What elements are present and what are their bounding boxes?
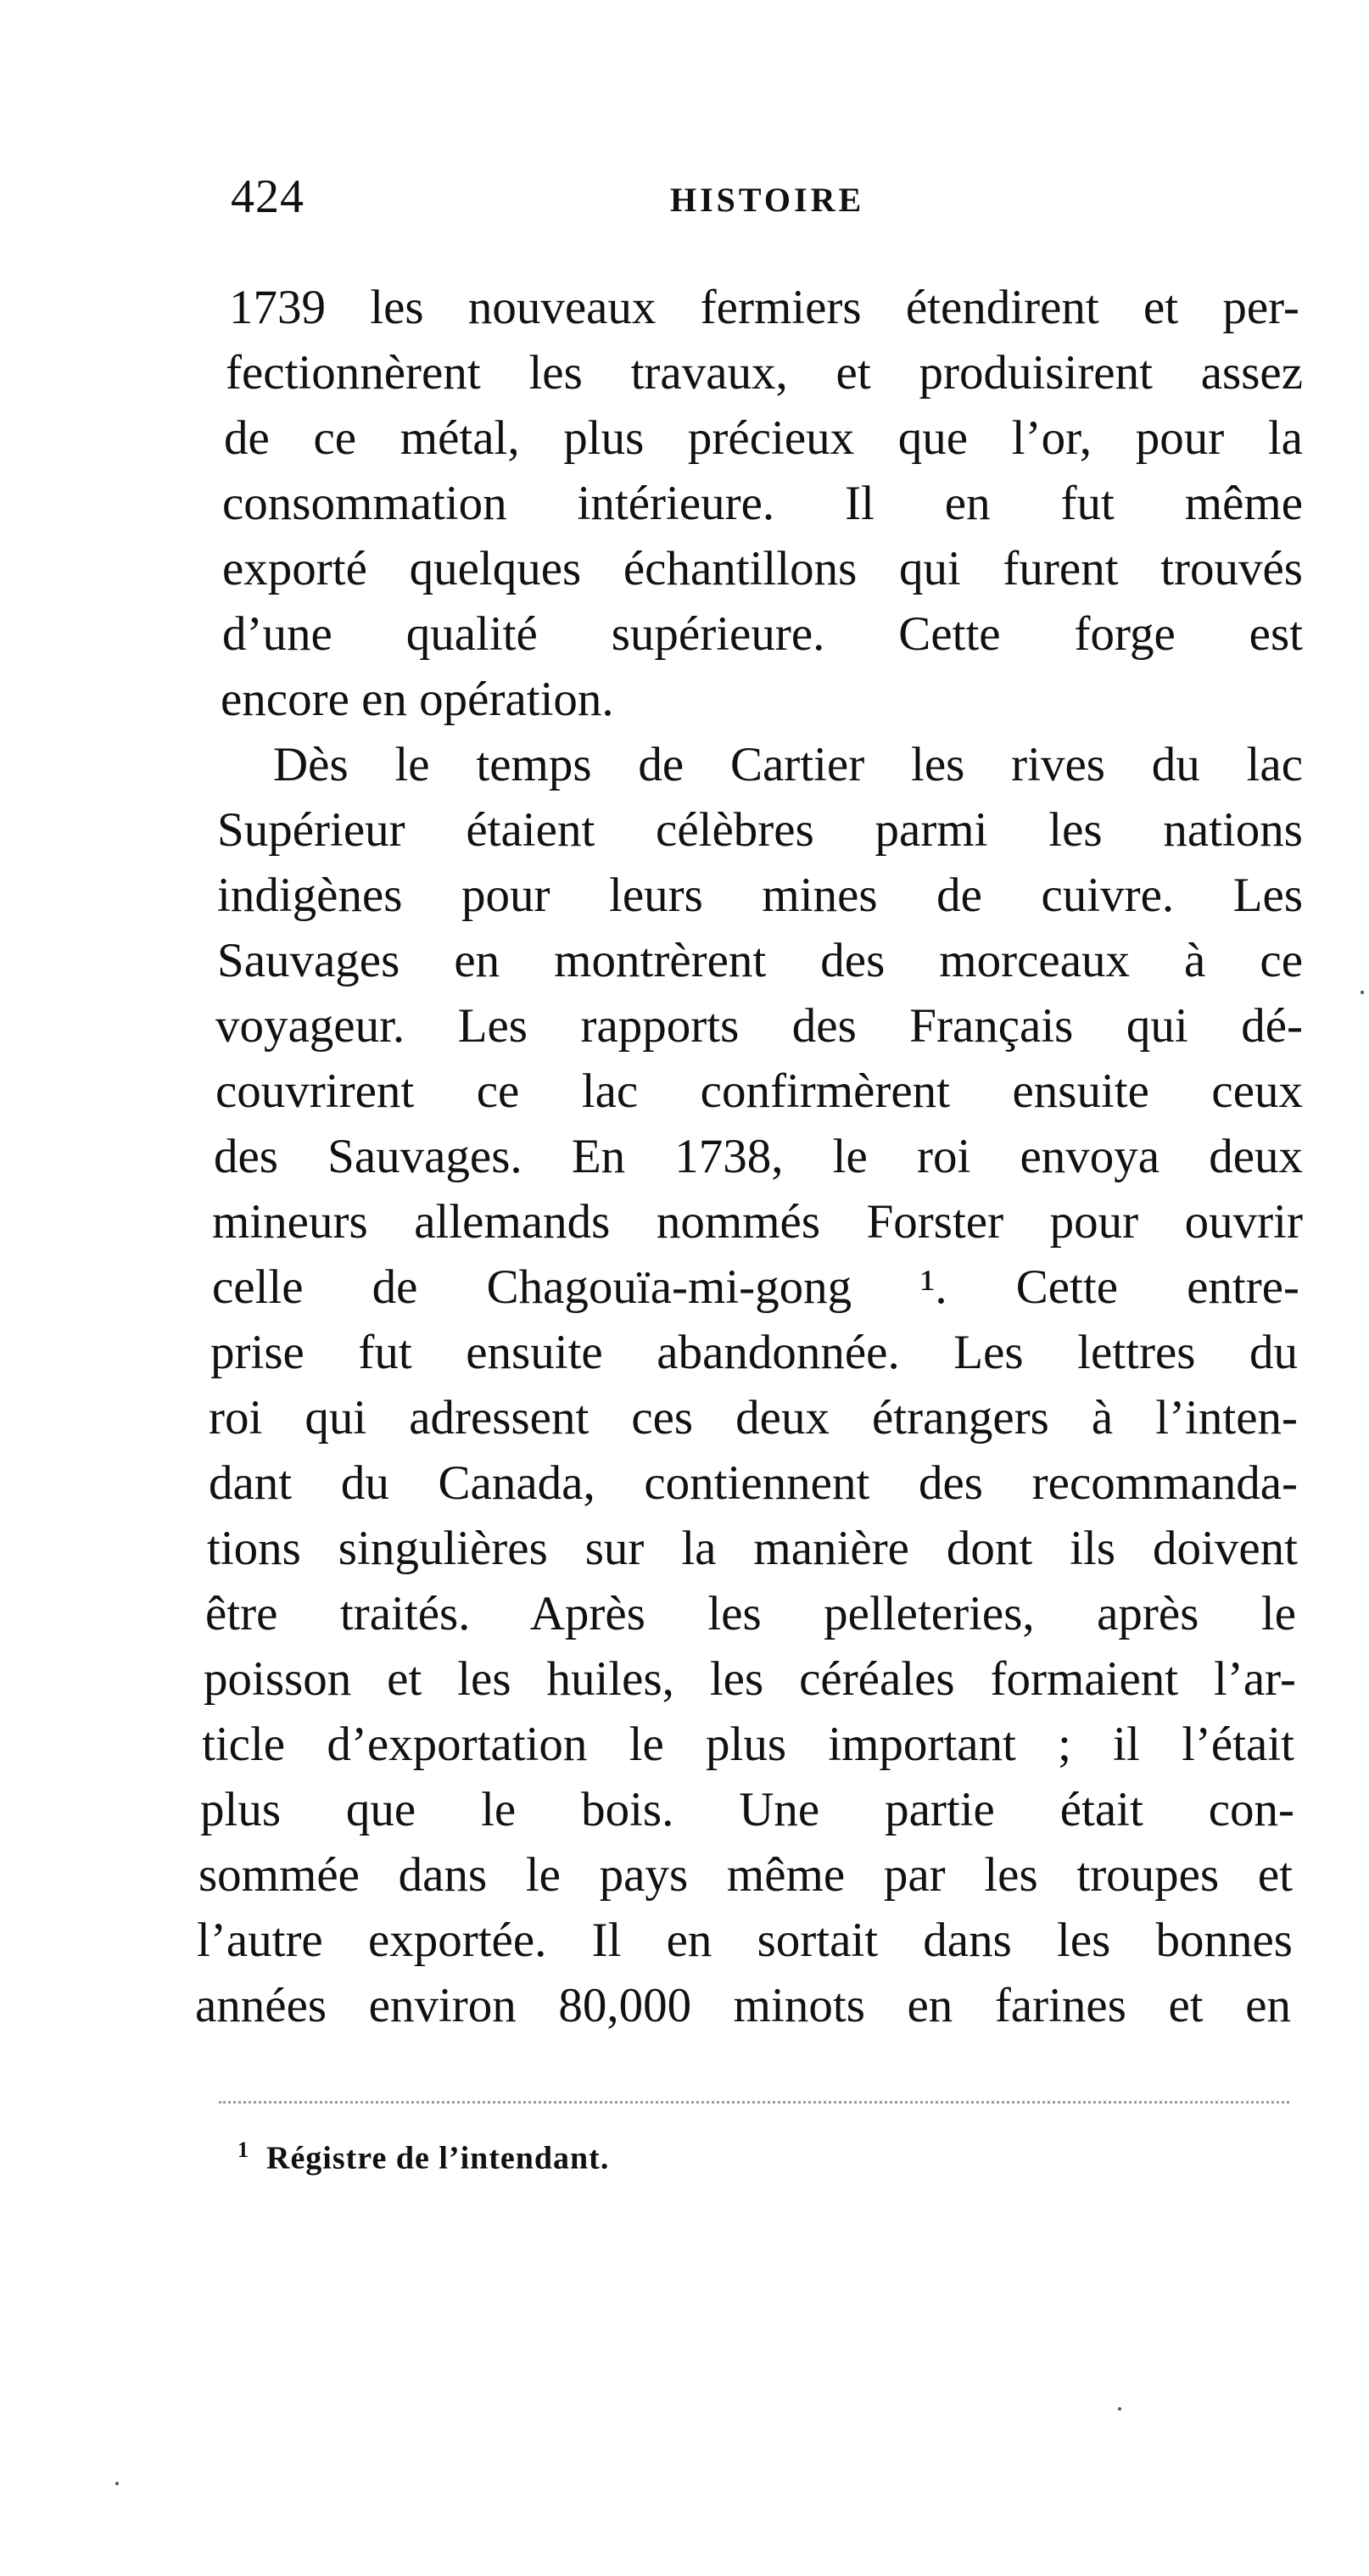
scan-speck <box>1361 991 1364 994</box>
text-line: d’une qualité supérieure. Cette forge est <box>222 607 1303 661</box>
footnote-text: Régistre de l’intendant. <box>266 2140 610 2176</box>
text-line: mineurs allemands nommés Forster pour ouvrir <box>212 1195 1303 1249</box>
text-line: Dès le temps de Cartier les rives du lac <box>273 738 1303 791</box>
page-number: 424 <box>231 170 305 223</box>
text-line: encore en opération. <box>221 673 614 726</box>
text-line: ticle d’exportation le plus important ; il l’était <box>202 1718 1294 1771</box>
footnote-separator <box>219 2101 1289 2104</box>
text-line: dant du Canada, contiennent des recommanda- <box>209 1456 1298 1510</box>
scan-speck <box>115 2482 119 2485</box>
text-line: consommation intérieure. Il en fut même <box>222 477 1303 530</box>
text-line: sommée dans le pays même par les troupes et <box>198 1848 1293 1902</box>
text-line: des Sauvages. En 1738, le roi envoya deux <box>214 1130 1303 1183</box>
text-line: années environ 80,000 minots en farines et en <box>195 1979 1291 2032</box>
text-line: poisson et les huiles, les céréales formaient l’ar- <box>204 1652 1296 1706</box>
text-line: fectionnèrent les travaux, et produisirent assez <box>226 346 1303 400</box>
footnote <box>237 2137 609 2177</box>
footnote-marker: 1 <box>237 2137 249 2162</box>
running-title: HISTOIRE <box>670 181 865 219</box>
text-line: roi qui adressent ces deux étrangers à l’inten- <box>209 1391 1298 1444</box>
text-line: couvrirent ce lac confirmèrent ensuite ceux <box>215 1064 1303 1118</box>
text-line: être traités. Après les pelleteries, après le <box>205 1587 1296 1640</box>
text-line: celle de Chagouïa-mi-gong ¹. Cette entre- <box>212 1260 1299 1314</box>
text-line: plus que le bois. Une partie était con- <box>200 1783 1294 1836</box>
text-line: Sauvages en montrèrent des morceaux à ce <box>217 934 1303 987</box>
text-line: Supérieur étaient célèbres parmi les nations <box>217 803 1303 857</box>
text-line: l’autre exportée. Il en sortait dans les bonnes <box>197 1914 1293 1967</box>
text-line: exporté quelques échantillons qui furent trouvés <box>222 542 1303 595</box>
text-line: prise fut ensuite abandonnée. Les lettres du <box>210 1326 1298 1379</box>
text-line: 1739 les nouveaux fermiers étendirent et per- <box>229 281 1299 334</box>
text-line: indigènes pour leurs mines de cuivre. Les <box>217 869 1303 922</box>
scan-speck <box>1118 2407 1121 2411</box>
text-line: de ce métal, plus précieux que l’or, pour la <box>224 411 1303 465</box>
text-line: voyageur. Les rapports des Français qui dé- <box>215 999 1303 1053</box>
text-line: tions singulières sur la manière dont ils doivent <box>207 1522 1298 1575</box>
